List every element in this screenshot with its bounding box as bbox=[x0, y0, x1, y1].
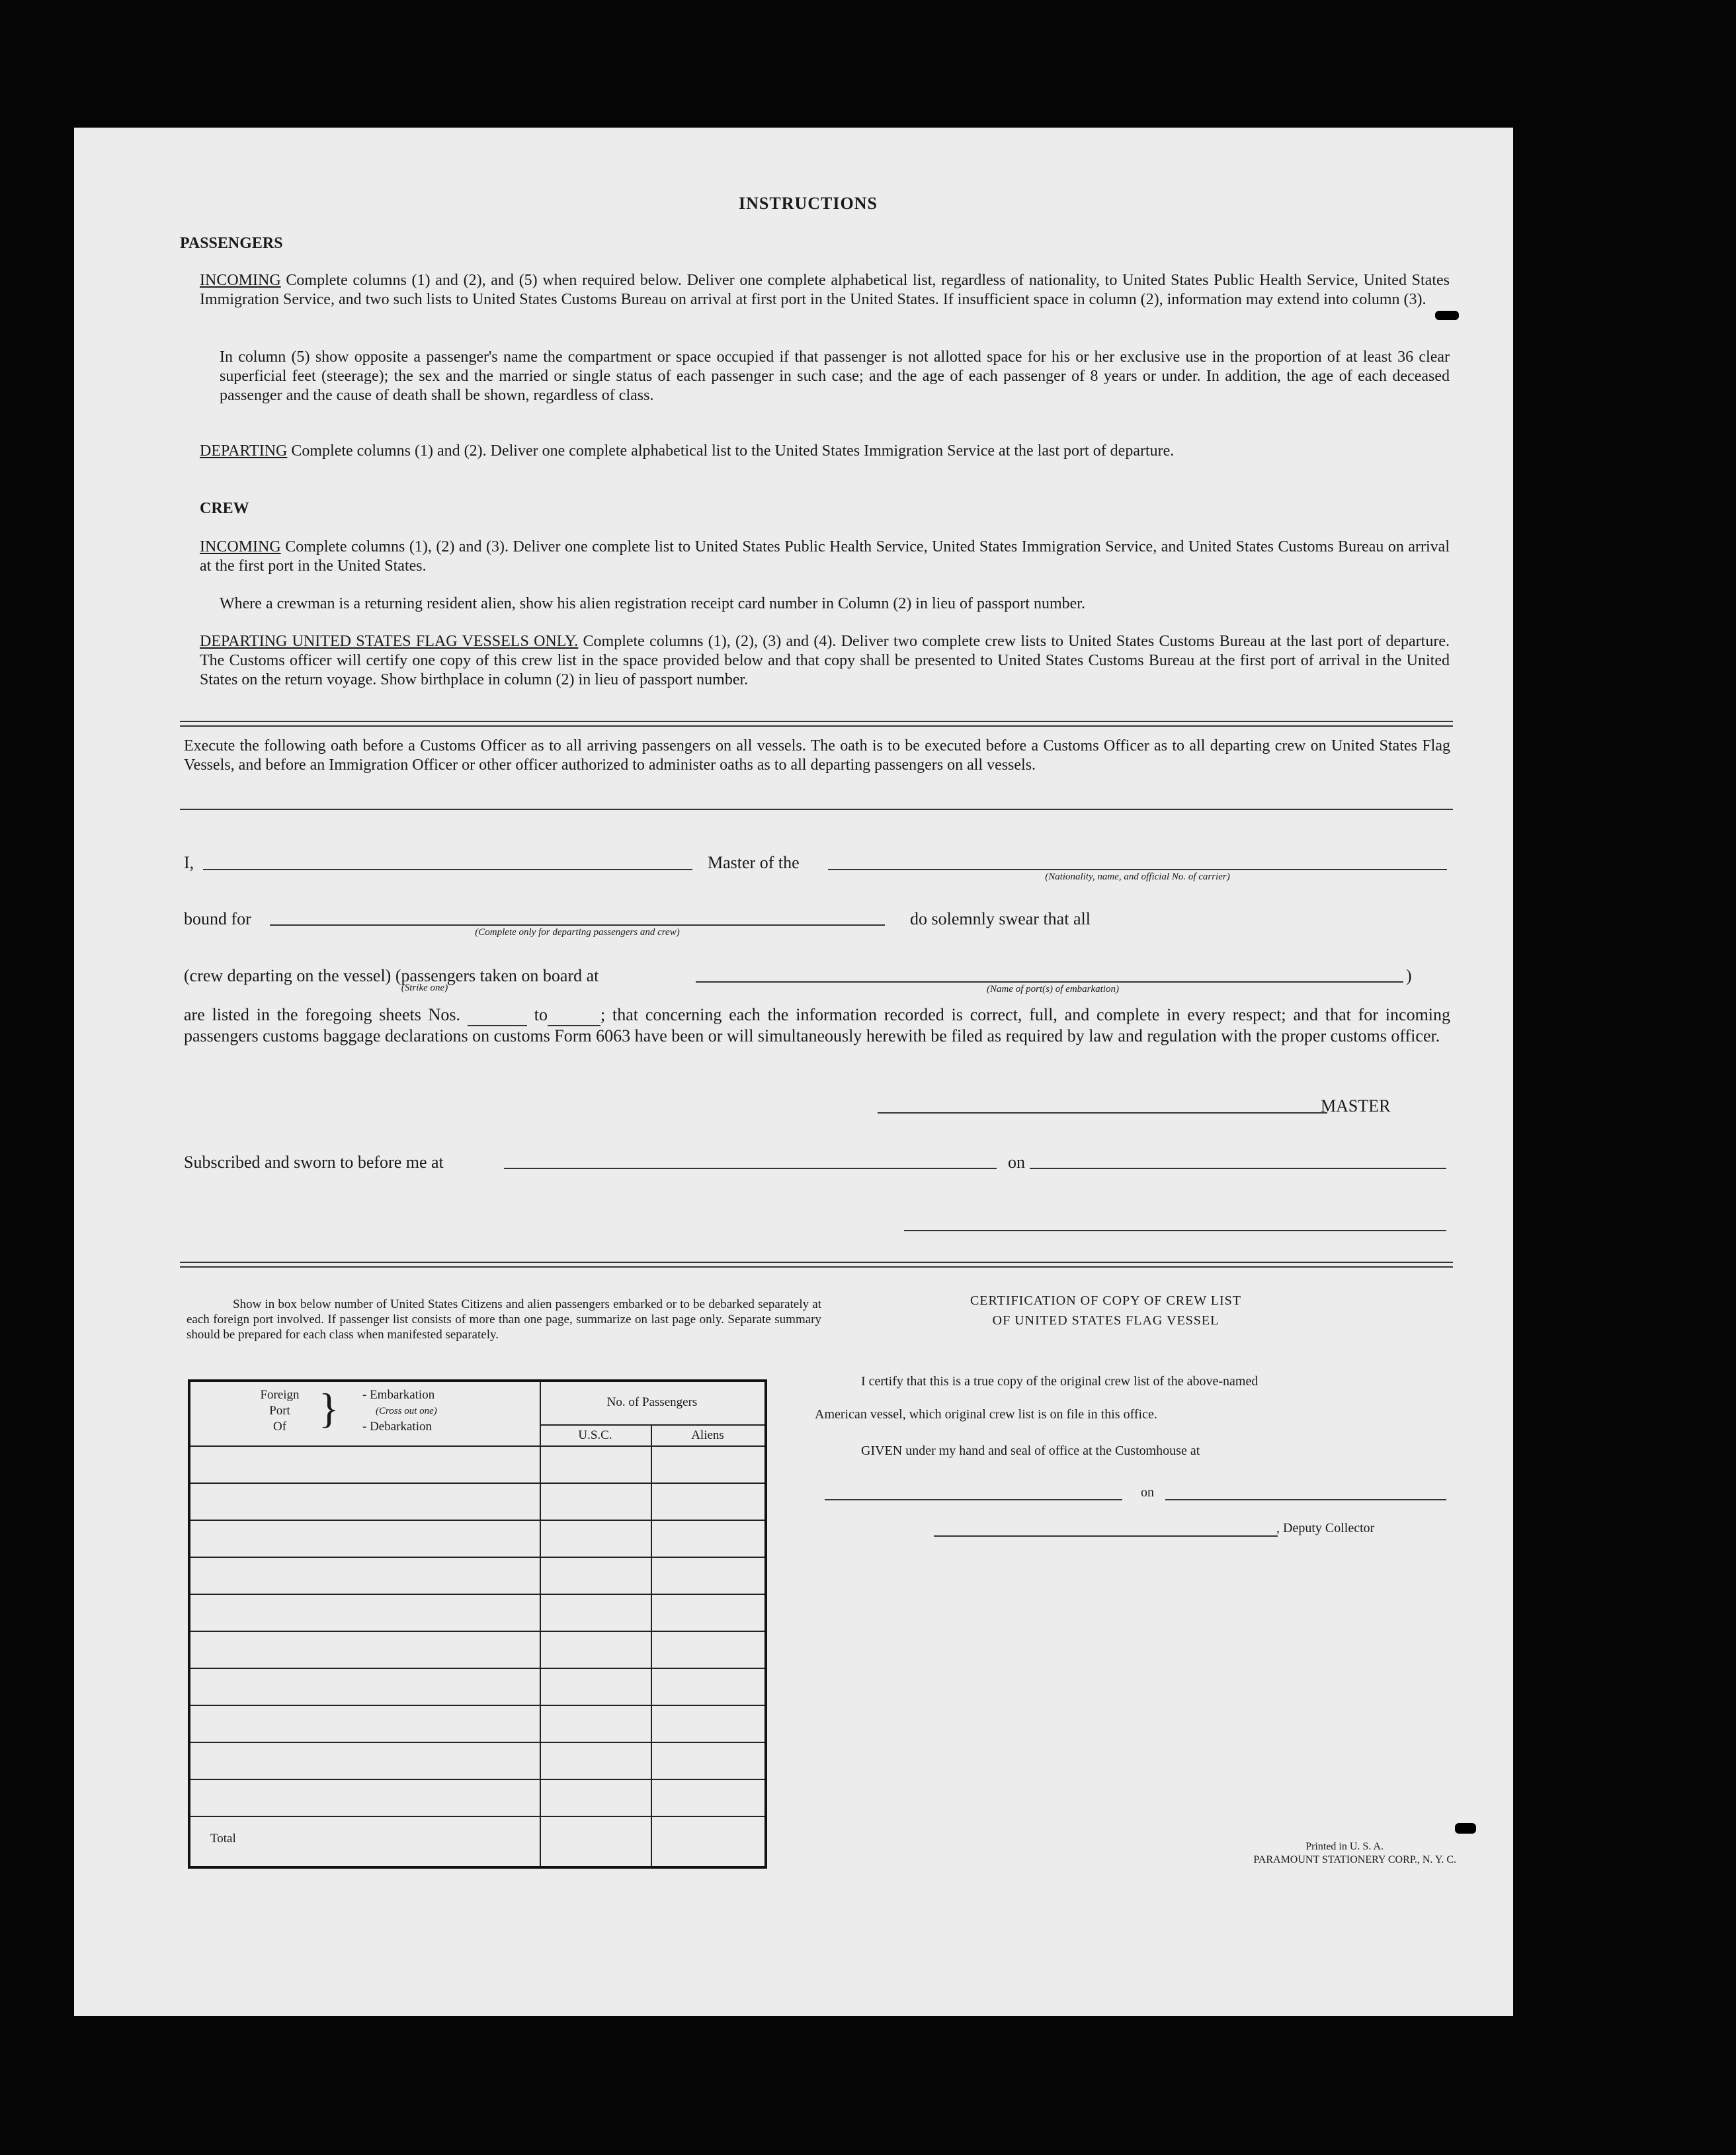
swear-text: do solemnly swear that all bbox=[910, 909, 1091, 928]
port-header-of: Of bbox=[272, 1420, 287, 1434]
bound-for-label: bound for bbox=[184, 909, 251, 928]
sheet-to-line[interactable] bbox=[548, 1005, 600, 1026]
debarkation-label: - Debarkation bbox=[362, 1420, 432, 1434]
embarkation-label: - Embarkation bbox=[362, 1388, 435, 1402]
sheet-from-line[interactable] bbox=[468, 1005, 527, 1026]
total-label: Total bbox=[210, 1832, 236, 1846]
customhouse-place-line[interactable] bbox=[825, 1499, 1122, 1500]
strike-one-caption: (Strike one) bbox=[401, 983, 448, 993]
crew-incoming-paragraph bbox=[200, 538, 1450, 576]
subscribed-label: Subscribed and sworn to before me at bbox=[184, 1153, 444, 1172]
passengers-header: No. of Passengers bbox=[606, 1395, 698, 1409]
cert-on-label: on bbox=[1141, 1485, 1154, 1500]
table-row-line bbox=[190, 1668, 765, 1669]
certification-title-1: CERTIFICATION OF COPY OF CREW LIST bbox=[970, 1293, 1242, 1308]
master-name-line[interactable] bbox=[203, 869, 692, 870]
passengers-column5-paragraph: In column (5) show opposite a passenger's name the compartment or space occupied if that passenger is not allotted space for his or her exclusive use in the proportion of at least 36 clear superficial feet (steerage); the sex and the married or single status of each passenger in such case; and the age of each passenger of 8 years or under. In addition, the age of each deceased passenger and the cause of death shall be shown, regardless of class. bbox=[220, 348, 1450, 404]
table-row-line bbox=[190, 1705, 765, 1706]
table-row-line bbox=[190, 1816, 765, 1817]
table-row-line bbox=[190, 1631, 765, 1632]
given-line: GIVEN under my hand and seal of office at the Customhouse at bbox=[861, 1443, 1200, 1458]
master-of-the-label: Master of the bbox=[708, 853, 800, 872]
crew-incoming-label: INCOMING bbox=[200, 538, 281, 555]
form-sheet bbox=[74, 128, 1513, 2016]
crew-departing-text: (crew departing on the vessel) (passengers taken on board at bbox=[184, 966, 599, 985]
crew-heading: CREW bbox=[200, 500, 249, 517]
close-paren: ) bbox=[1406, 966, 1412, 985]
table-header-bottom bbox=[190, 1445, 765, 1447]
master-label: MASTER bbox=[1321, 1096, 1391, 1116]
oath-listed-paragraph bbox=[184, 1005, 1450, 1046]
oath-intro: Execute the following oath before a Customs Officer as to all arriving passengers on all vessels. The oath is to be executed before a Customs Officer as to all departing crew on United States Flag Vessels, and before an Immigration Officer or other officer authorized to administer oaths as to all departing passengers on all vessels. bbox=[184, 737, 1450, 774]
listed-text-b: ; that concerning each the information recorded is correct, full, and complete in every respect; and that for incoming passengers customs baggage declarations on customs Form 6063 have been or will simultaneously herewith be filed as required by law and regulation with the proper customs officer. bbox=[184, 1005, 1451, 1045]
table-row-line bbox=[190, 1520, 765, 1521]
table-header-split bbox=[540, 1424, 765, 1426]
bound-for-line[interactable] bbox=[270, 924, 885, 926]
table-vline-1 bbox=[540, 1382, 541, 1866]
table-row-line bbox=[190, 1742, 765, 1743]
subscribed-place-line[interactable] bbox=[504, 1168, 997, 1169]
passengers-incoming-paragraph bbox=[200, 271, 1450, 309]
listed-to-label: to bbox=[534, 1005, 548, 1024]
listed-text-a: are listed in the foregoing sheets Nos. bbox=[184, 1005, 461, 1024]
passengers-incoming-label: INCOMING bbox=[200, 272, 281, 289]
printer-line-2: PARAMOUNT STATIONERY CORP., N. Y. C. bbox=[1253, 1854, 1456, 1865]
certification-title-2: OF UNITED STATES FLAG VESSEL bbox=[992, 1313, 1219, 1328]
summary-instructions: Show in box below number of United States Citizens and alien passengers embarked or to be debarked separately at each foreign port involved. If passenger list consists of more than one page, summarize on last page only. Separate summary should be prepared for each class when manifested separately. bbox=[186, 1297, 821, 1342]
passengers-departing-label: DEPARTING bbox=[200, 442, 288, 460]
subscribed-on-label: on bbox=[1008, 1153, 1025, 1172]
usc-header: U.S.C. bbox=[578, 1428, 612, 1442]
deputy-signature-line[interactable] bbox=[934, 1535, 1278, 1537]
port-header-port: Port bbox=[269, 1404, 290, 1418]
crew-departing-label: DEPARTING UNITED STATES FLAG VESSELS ONLY. bbox=[200, 633, 579, 650]
table-row-line bbox=[190, 1483, 765, 1484]
bound-caption: (Complete only for departing passengers and crew) bbox=[475, 927, 680, 938]
ports-caption: (Name of port(s) of embarkation) bbox=[987, 984, 1119, 995]
brace-glyph: } bbox=[319, 1385, 339, 1432]
printer-imprint bbox=[1093, 1840, 1456, 1867]
section-divider-2 bbox=[180, 1262, 1453, 1268]
crew-departing-text: Complete columns (1), (2), (3) and (4). Deliver two complete crew lists to United States Customs Bureau at the last port of departure. The Customs officer will certify one copy of this crew list in the space provided below and that copy shall be presented to United States Customs Bureau at the first port of arrival in the United States on the return voyage. Show birthplace in column (2) in lieu of passport number. bbox=[200, 633, 1450, 688]
passengers-departing-paragraph bbox=[200, 442, 1450, 461]
cert-date-line[interactable] bbox=[1165, 1499, 1446, 1500]
page-title: INSTRUCTIONS bbox=[739, 194, 878, 213]
carrier-caption: (Nationality, name, and official No. of carrier) bbox=[1045, 872, 1230, 882]
oath-i-label: I, bbox=[184, 853, 194, 872]
master-signature-line[interactable] bbox=[878, 1112, 1327, 1114]
carrier-line[interactable] bbox=[828, 869, 1447, 870]
section-divider-1 bbox=[180, 721, 1453, 727]
passengers-heading: PASSENGERS bbox=[180, 235, 283, 252]
embarkation-ports-line[interactable] bbox=[696, 981, 1403, 983]
scan-mark bbox=[1455, 1823, 1476, 1834]
certify-line-2: American vessel, which original crew list is on file in this office. bbox=[815, 1407, 1157, 1422]
cross-out-label: (Cross out one) bbox=[376, 1406, 437, 1416]
table-row-line bbox=[190, 1779, 765, 1780]
crew-departing-paragraph bbox=[200, 632, 1450, 690]
port-header bbox=[243, 1387, 316, 1435]
table-row-line bbox=[190, 1557, 765, 1558]
aliens-header: Aliens bbox=[691, 1428, 724, 1442]
printer-line-1: Printed in U. S. A. bbox=[1305, 1841, 1384, 1852]
table-vline-2 bbox=[651, 1424, 652, 1866]
port-header-foreign: Foreign bbox=[260, 1388, 300, 1402]
crew-resident-paragraph: Where a crewman is a returning resident alien, show his alien registration receipt card number in Column (2) in lieu of passport number. bbox=[220, 595, 1085, 612]
oath-divider bbox=[180, 809, 1453, 810]
certify-line-1: I certify that this is a true copy of the original crew list of the above-named bbox=[861, 1374, 1259, 1389]
passenger-summary-table bbox=[188, 1379, 767, 1869]
embark-debark-header bbox=[362, 1387, 437, 1435]
crew-incoming-text: Complete columns (1), (2) and (3). Deliver one complete list to United States Public Health Service, United States Immigration Service, and United States Customs Bureau on arrival at the first port in the United States. bbox=[200, 538, 1450, 575]
passengers-departing-text: Complete columns (1) and (2). Deliver one complete alphabetical list to the United States Immigration Service at the last port of departure. bbox=[291, 442, 1175, 460]
scan-mark bbox=[1435, 311, 1459, 320]
table-row-line bbox=[190, 1594, 765, 1595]
deputy-collector-label: , Deputy Collector bbox=[1276, 1521, 1375, 1535]
officer-signature-line[interactable] bbox=[904, 1230, 1446, 1231]
passengers-incoming-text: Complete columns (1) and (2), and (5) when required below. Deliver one complete alphabetical list, regardless of nationality, to United States Public Health Service, United States Immigration Service, and two such lists to United States Customs Bureau on arrival at first port in the United States. If insufficient space in column (2), information may extend into column (3). bbox=[200, 272, 1450, 308]
subscribed-date-line[interactable] bbox=[1030, 1168, 1446, 1169]
